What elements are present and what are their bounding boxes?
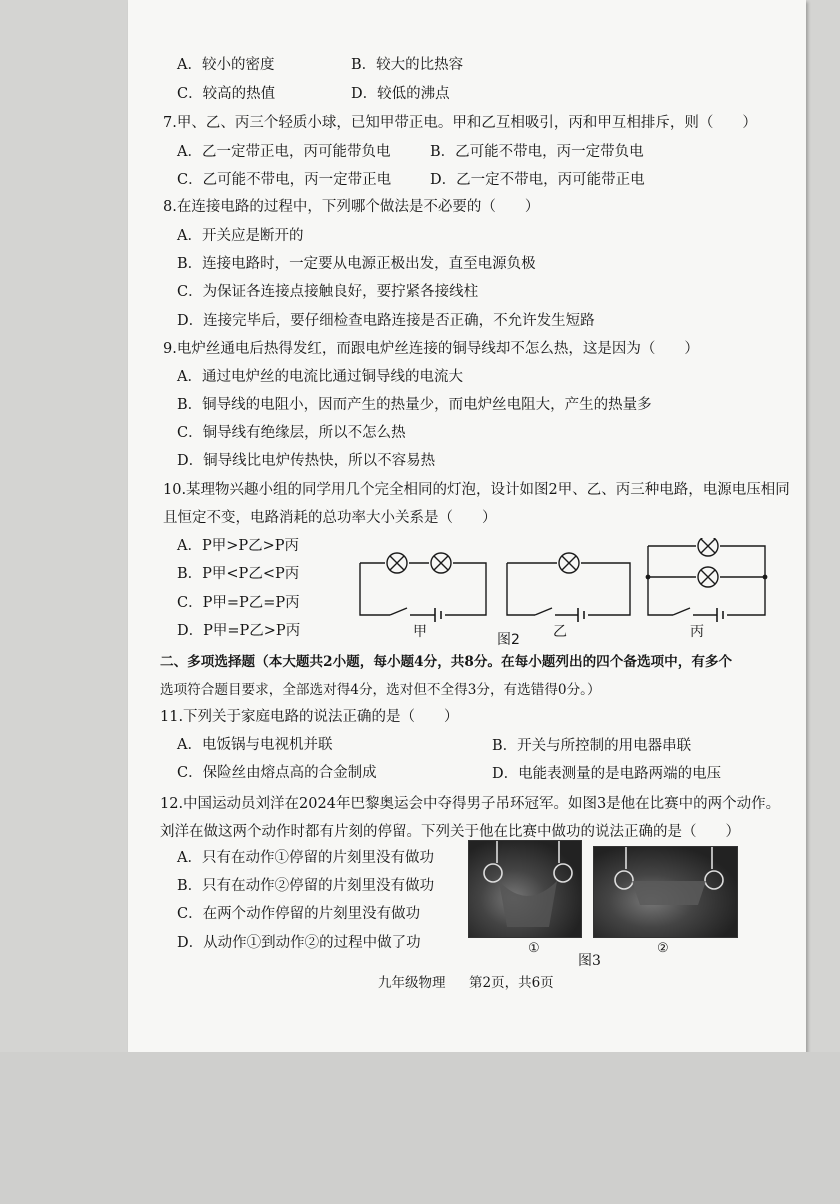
circuit-bing xyxy=(648,538,765,622)
q9-option-b: B．铜导线的电阻小，因而产生的热量少，而电炉丝电阻大，产生的热量多 xyxy=(177,397,652,413)
scan-background xyxy=(0,1052,840,1204)
q12-option-b: B．只有在动作②停留的片刻里没有做功 xyxy=(177,878,435,894)
q11-option-c: C．保险丝由熔点高的合金制成 xyxy=(177,765,377,781)
q10-stem-line1: 10.某理物兴趣小组的同学用几个完全相同的灯泡，设计如图2甲、乙、丙三种电路，电源电压相同 xyxy=(163,482,790,498)
q9-stem: 9.电炉丝通电后热得发红，而跟电炉丝连接的铜导线却不怎么热，这是因为（ ） xyxy=(163,341,699,357)
figure-2-caption: 图2 xyxy=(497,632,520,648)
figure-3-photo-2 xyxy=(593,846,738,938)
q6-option-a: A．较小的密度 xyxy=(177,57,275,73)
figure-3-label-1: ① xyxy=(528,941,540,956)
q10-option-a: A．P甲>P乙>P丙 xyxy=(177,538,300,554)
rings-icon xyxy=(594,847,737,937)
q8-option-c: C．为保证各连接点接触良好，要拧紧各接线柱 xyxy=(177,284,479,300)
q6-option-b: B．较大的比热容 xyxy=(351,57,464,73)
q7-option-c: C．乙可能不带电，丙一定带正电 xyxy=(177,172,392,188)
circuit-label-yi: 乙 xyxy=(553,624,567,640)
q9-option-c: C．铜导线有绝缘层，所以不怎么热 xyxy=(177,425,406,441)
q11-option-d: D．电能表测量的是电路两端的电压 xyxy=(492,766,722,782)
figure-3-label-2: ② xyxy=(657,941,669,956)
q10-option-c: C．P甲=P乙=P丙 xyxy=(177,595,300,611)
figure-3-photo-1 xyxy=(468,840,582,938)
q6-option-c: C．较高的热值 xyxy=(177,86,276,102)
q7-stem: 7.甲、乙、丙三个轻质小球，已知甲带正电。甲和乙互相吸引，丙和甲互相排斥，则（ ） xyxy=(163,115,757,131)
figure-2-circuits xyxy=(355,538,775,650)
q8-stem: 8.在连接电路的过程中，下列哪个做法是不必要的（ ） xyxy=(163,199,540,215)
q12-stem-line2: 刘洋在做这两个动作时都有片刻的停留。下列关于他在比赛中做功的说法正确的是（ ） xyxy=(160,824,740,840)
q10-option-b: B．P甲<P乙<P丙 xyxy=(177,566,300,582)
q10-stem-line2: 且恒定不变，电路消耗的总功率大小关系是（ ） xyxy=(163,510,497,526)
q11-option-b: B．开关与所控制的用电器串联 xyxy=(492,738,692,754)
rings-icon xyxy=(469,841,581,937)
q6-option-d: D．较低的沸点 xyxy=(351,86,450,102)
q7-option-a: A．乙一定带正电，丙可能带负电 xyxy=(177,144,391,160)
q12-option-a: A．只有在动作①停留的片刻里没有做功 xyxy=(177,850,434,866)
q11-option-a: A．电饭锅与电视机并联 xyxy=(177,737,333,753)
circuit-jia xyxy=(360,553,486,622)
q9-option-d: D．铜导线比电炉传热快，所以不容易热 xyxy=(177,453,436,469)
q7-option-b: B．乙可能不带电，丙一定带负电 xyxy=(430,144,644,160)
q12-option-c: C．在两个动作停留的片刻里没有做功 xyxy=(177,906,421,922)
q9-option-a: A．通过电炉丝的电流比通过铜导线的电流大 xyxy=(177,369,463,385)
q8-option-b: B．连接电路时，一定要从电源正极出发，直至电源负极 xyxy=(177,256,536,272)
circuit-yi xyxy=(507,553,630,622)
footer-page-number: 第2页，共6页 xyxy=(469,975,554,991)
figure-3-caption: 图3 xyxy=(578,953,601,969)
q12-stem-line1: 12.中国运动员刘洋在2024年巴黎奥运会中夺得男子吊环冠军。如图3是他在比赛中的两个动作。 xyxy=(160,796,781,812)
q10-option-d: D．P甲=P乙>P丙 xyxy=(177,623,301,639)
q11-stem: 11.下列关于家庭电路的说法正确的是（ ） xyxy=(160,709,459,725)
footer-subject: 九年级物理 xyxy=(378,975,446,991)
q8-option-a: A．开关应是断开的 xyxy=(177,228,304,244)
q8-option-d: D．连接完毕后，要仔细检查电路连接是否正确，不允许发生短路 xyxy=(177,313,595,329)
section-2-heading-line2: 选项符合题目要求，全部选对得4分，选对但不全得3分，有选错得0分。） xyxy=(160,682,601,698)
section-2-heading-line1: 二、多项选择题（本大题共2小题，每小题4分，共8分。在每小题列出的四个备选项中，有多个 xyxy=(160,654,733,670)
circuit-label-bing: 丙 xyxy=(690,624,704,640)
q7-option-d: D．乙一定不带电，丙可能带正电 xyxy=(430,172,645,188)
q12-option-d: D．从动作①到动作②的过程中做了功 xyxy=(177,935,421,951)
circuit-label-jia: 甲 xyxy=(413,624,427,640)
